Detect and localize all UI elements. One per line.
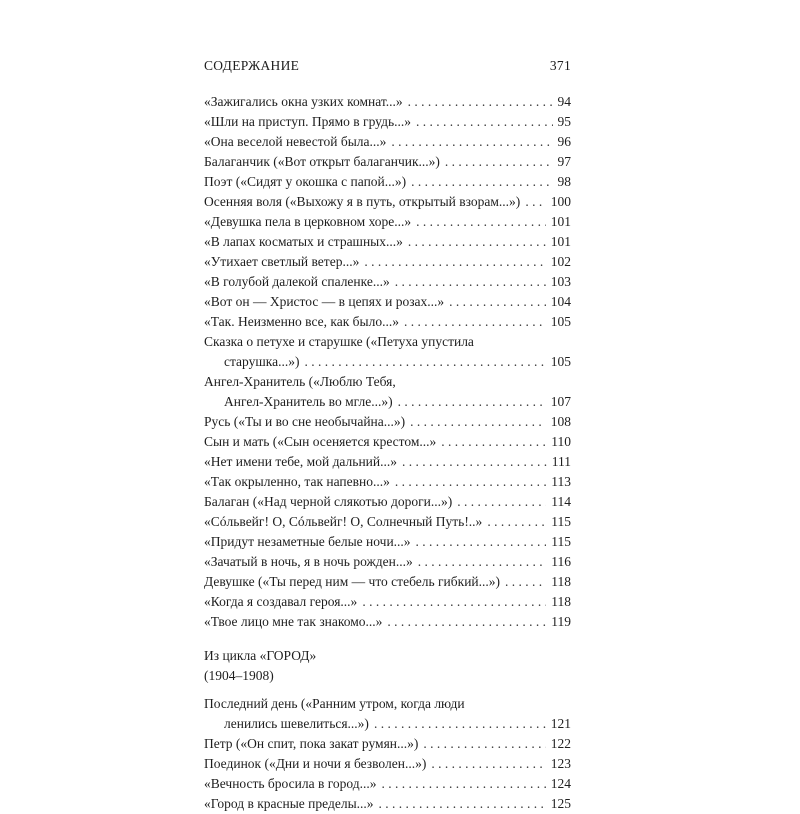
dot-leader [404, 312, 546, 332]
toc-entry-title: «Зачатый в ночь, я в ночь рожден...» [204, 554, 413, 569]
toc-entry [204, 754, 571, 774]
toc-entry-page: 100 [550, 194, 571, 209]
toc-entry-title: «Город в красные пределы...» [204, 796, 374, 811]
dot-leader [431, 754, 545, 774]
page-number: 371 [549, 58, 571, 73]
toc-entry-page: 98 [557, 174, 571, 189]
toc-entry-title: «Так окрыленно, так напевно...» [204, 474, 390, 489]
toc-entry-page: 95 [557, 114, 571, 129]
toc-entry [204, 452, 571, 472]
toc-entry [204, 372, 571, 412]
toc-entry-title: Девушке («Ты перед ним — что стебель гибкий...») [204, 574, 501, 589]
toc-entry-page: 114 [551, 494, 571, 509]
toc-entry [204, 794, 571, 814]
dot-leader [364, 252, 545, 272]
page-header [204, 58, 571, 80]
toc-entry-title-continuation: ленились шевелиться...») [224, 716, 369, 731]
toc-entry-title: Поэт («Сидят у окошка с папой...») [204, 174, 407, 189]
toc-entry-title: Ангел-Хранитель («Люблю Тебя, [204, 374, 396, 389]
toc-entry [204, 734, 571, 754]
toc-entry [204, 592, 571, 612]
toc-entry [204, 272, 571, 292]
dot-leader [505, 572, 546, 592]
toc-entry [204, 152, 571, 172]
toc-entry [204, 212, 571, 232]
dot-leader [398, 392, 546, 412]
toc-entry-page: 105 [550, 314, 571, 329]
toc-entry-page: 103 [550, 274, 571, 289]
toc-entry-page: 101 [550, 214, 571, 229]
toc-entry-title: Сказка о петухе и старушке («Петуха упустила [204, 334, 474, 349]
dot-leader [395, 272, 546, 292]
toc-entry [204, 432, 571, 452]
dot-leader [395, 472, 546, 492]
toc-entry [204, 112, 571, 132]
toc-entry [204, 472, 571, 492]
dot-leader [374, 714, 546, 734]
toc-entry-page: 102 [550, 254, 571, 269]
toc-entry-page: 107 [550, 394, 571, 409]
toc-entry-page: 94 [557, 94, 571, 109]
toc-entry-page: 125 [550, 796, 571, 811]
toc-entry-title: Последний день («Ранним утром, когда люди [204, 696, 465, 711]
toc-entry-page: 124 [550, 776, 571, 791]
toc-entry [204, 332, 571, 372]
toc-entry-title-continuation: старушка...») [224, 354, 300, 369]
toc-entry [204, 312, 571, 332]
toc-entry [204, 172, 571, 192]
toc-entry-title: Сын и мать («Сын осеняется крестом...» [204, 434, 437, 449]
toc-entry-page: 111 [551, 454, 571, 469]
dot-leader [411, 172, 552, 192]
dot-leader [410, 412, 546, 432]
dot-leader [382, 774, 546, 794]
toc-entry-page: 123 [550, 756, 571, 771]
toc-entry-page: 115 [551, 514, 571, 529]
toc-entry [204, 192, 571, 212]
toc-entry [204, 492, 571, 512]
dot-leader [362, 592, 546, 612]
toc-entry [204, 512, 571, 532]
toc-list-main [204, 92, 571, 632]
toc-entry-title: «Так. Неизменно все, как было...» [204, 314, 399, 329]
toc-entry-title: «Девушка пела в церковном хоре...» [204, 214, 412, 229]
running-title: СОДЕРЖАНИЕ [204, 58, 300, 73]
toc-entry-page: 118 [551, 594, 571, 609]
toc-entry [204, 292, 571, 312]
dot-leader [387, 612, 546, 632]
dot-leader [457, 492, 546, 512]
toc-entry-title-continuation: Ангел-Хранитель во мгле...») [224, 394, 393, 409]
toc-entry-page: 116 [551, 554, 571, 569]
toc-entry [204, 412, 571, 432]
toc-entry [204, 612, 571, 632]
toc-entry-page: 122 [550, 736, 571, 751]
toc-entry-page: 105 [550, 354, 571, 369]
toc-entry-title: «Утихает светлый ветер...» [204, 254, 360, 269]
toc-entry-page: 96 [557, 134, 571, 149]
toc-entry-title: «Она веселой невестой была...» [204, 134, 387, 149]
toc-entry-title: Осенняя воля («Выхожу я в путь, открытый взорам...») [204, 194, 521, 209]
toc-entry [204, 232, 571, 252]
toc-entry-title: «В лапах косматых и страшных...» [204, 234, 403, 249]
section-years: (1904–1908) [204, 668, 274, 683]
toc-entry [204, 774, 571, 794]
dot-leader [402, 452, 547, 472]
toc-entry-title: Балаганчик («Вот открыт балаганчик...») [204, 154, 440, 169]
toc-entry [204, 132, 571, 152]
toc-entry [204, 532, 571, 552]
dot-leader [487, 512, 546, 532]
toc-entry-title: «Вечность бросила в город...» [204, 776, 377, 791]
toc-entry-title: «Шли на приступ. Прямо в грудь...» [204, 114, 411, 129]
toc-entry-title: Русь («Ты и во сне необычайна...») [204, 414, 406, 429]
toc-entry-page: 119 [551, 614, 571, 629]
toc-entry-page: 101 [550, 234, 571, 249]
toc-entry-title: «Сóльвейг! О, Сóльвейг! О, Солнечный Путь!..» [204, 514, 483, 529]
toc-entry-page: 108 [550, 414, 571, 429]
toc-entry-title: «Нет имени тебе, мой дальний...» [204, 454, 397, 469]
toc-entry-page: 121 [550, 716, 571, 731]
dot-leader [304, 352, 545, 372]
table-of-contents [204, 92, 571, 814]
toc-entry [204, 572, 571, 592]
dot-leader [445, 152, 553, 172]
dot-leader [525, 192, 545, 212]
toc-entry-title: Балаган («Над черной слякотью дороги...») [204, 494, 453, 509]
dot-leader [416, 532, 547, 552]
toc-list-gorod [204, 694, 571, 814]
dot-leader [423, 734, 545, 754]
toc-entry-title: «Зажигались окна узких комнат...» [204, 94, 403, 109]
toc-entry [204, 694, 571, 734]
toc-entry-page: 113 [551, 474, 571, 489]
dot-leader [416, 112, 553, 132]
toc-entry-page: 104 [550, 294, 571, 309]
toc-entry-page: 118 [551, 574, 571, 589]
toc-entry [204, 252, 571, 272]
toc-entry-title: «В голубой далекой спаленке...» [204, 274, 390, 289]
dot-leader [418, 552, 546, 572]
toc-entry [204, 552, 571, 572]
dot-leader [379, 794, 546, 814]
toc-entry-page: 115 [551, 534, 571, 549]
toc-entry-title: Петр («Он спит, пока закат румян...») [204, 736, 419, 751]
toc-entry-title: «Придут незаметные белые ночи...» [204, 534, 411, 549]
dot-leader [441, 432, 546, 452]
dot-leader [449, 292, 546, 312]
dot-leader [416, 212, 546, 232]
toc-entry-title: «Когда я создавал героя...» [204, 594, 358, 609]
toc-entry-title: «Твое лицо мне так знакомо...» [204, 614, 383, 629]
section-title: Из цикла «ГОРОД» [204, 648, 317, 663]
dot-leader [408, 232, 546, 252]
toc-entry-title: «Вот он — Христос — в цепях и розах...» [204, 294, 445, 309]
dot-leader [408, 92, 553, 112]
toc-entry [204, 92, 571, 112]
toc-entry-page: 97 [557, 154, 571, 169]
dot-leader [391, 132, 552, 152]
toc-entry-page: 110 [551, 434, 571, 449]
toc-entry-title: Поединок («Дни и ночи я безволен...») [204, 756, 427, 771]
